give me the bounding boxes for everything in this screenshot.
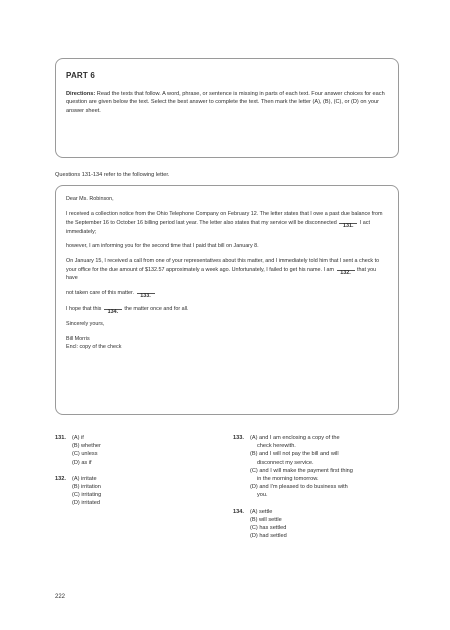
answer-option[interactable]: (C) irritating — [72, 492, 102, 499]
blank-number: 132. — [340, 270, 351, 277]
directions-box — [55, 58, 399, 158]
answer-blank-131 — [339, 218, 357, 230]
letter-enclosure: Encl: copy of the check — [66, 344, 122, 351]
blank-number: 131. — [343, 223, 354, 230]
letter-paragraph-2b — [66, 288, 388, 297]
letter-text: I hope that this — [66, 305, 102, 312]
questions-left-column — [55, 434, 220, 516]
question-number: 134. — [233, 508, 244, 515]
question-133 — [233, 434, 403, 500]
question-number: 132. — [55, 475, 66, 482]
answer-option-continued[interactable]: in the morning tomorrow. — [257, 476, 319, 483]
letter-text: the matter once and for all. — [124, 305, 189, 312]
answer-option[interactable]: (C) has settled — [250, 525, 287, 532]
blank-number: 133. — [140, 292, 151, 299]
question-131 — [55, 434, 220, 467]
letter-text: I received a collection notice from the Ohio Telephone Company on February 12. The letter states that I owe a past due balance from the September 16 to October 16 billing period last year. The letter also states that my service will be disconnected — [66, 211, 383, 227]
directions-body: Read the texts that follow. A word, phrase, or sentence is missing in parts of each text. Four answer choices for each question are given below the text. Select the best answer to complete the text. Then mark the letter (A), (B), (C), or (D) on your answer sheet. — [66, 91, 385, 114]
letter-text: not taken care of this matter. — [66, 289, 135, 296]
answer-blank-132 — [337, 265, 355, 277]
answer-blank-133 — [137, 288, 155, 299]
answer-option[interactable]: (D) and I'm pleased to do business with — [250, 484, 348, 491]
answer-option[interactable]: (B) irritation — [72, 484, 101, 491]
question-number: 133. — [233, 435, 244, 441]
answer-option[interactable]: (D) irritated — [72, 500, 100, 507]
letter-closing: Sincerely yours, — [66, 321, 105, 328]
answer-option[interactable]: (C) unless — [72, 451, 98, 458]
part-title: PART 6 — [66, 71, 96, 80]
answer-option-continued[interactable]: disconnect my service. — [257, 459, 314, 466]
letter-box — [55, 185, 399, 415]
questions-right-column — [233, 434, 403, 548]
answer-option[interactable]: (B) will settle — [250, 516, 282, 523]
blank-number: 134. — [107, 308, 119, 315]
answer-option[interactable]: (B) and I will not pay the bill and will — [250, 451, 339, 458]
question-132 — [55, 475, 220, 508]
questions-reference: Questions 131-134 refer to the following letter. — [55, 172, 170, 178]
answer-blank-134 — [104, 304, 122, 315]
answer-option[interactable]: (A) settle — [250, 508, 273, 515]
directions-text — [66, 90, 388, 115]
letter-text: I act immediately; — [66, 220, 370, 235]
letter-text: On January 15, I received a call from one of your representatives about this matter, and I immediately told him that I sent a check to your office for the due amount of $132.57 approximately a week ago. Unfortunately, I failed to get his name. I am — [66, 258, 380, 274]
letter-paragraph-1 — [66, 210, 388, 236]
answer-option[interactable]: (B) whether — [72, 443, 101, 450]
answer-option[interactable]: (A) and I am enclosing a copy of the — [250, 435, 340, 441]
answer-option-continued[interactable]: check herewith. — [257, 443, 296, 450]
letter-signature: Bill Morris — [66, 336, 90, 343]
letter-salutation: Dear Ms. Robinson, — [66, 196, 114, 202]
answer-option[interactable]: (C) and I will make the payment first thing — [250, 467, 353, 474]
answer-option-continued[interactable]: you. — [257, 492, 268, 499]
answer-option[interactable]: (A) irritate — [72, 475, 97, 482]
answer-option[interactable]: (D) as if — [72, 459, 92, 466]
page-number: 222 — [55, 594, 66, 600]
letter-paragraph-2 — [66, 257, 388, 283]
question-number: 131. — [55, 435, 66, 441]
answer-option[interactable]: (D) had settled — [250, 533, 287, 540]
letter-text: that you have — [66, 267, 377, 282]
question-134 — [233, 508, 403, 541]
letter-paragraph-1b: however, I am informing you for the second time that I paid that bill on January 8. — [66, 242, 259, 249]
directions-label: Directions: — [66, 91, 96, 97]
answer-option[interactable]: (A) if — [72, 435, 84, 441]
letter-paragraph-3 — [66, 304, 388, 313]
